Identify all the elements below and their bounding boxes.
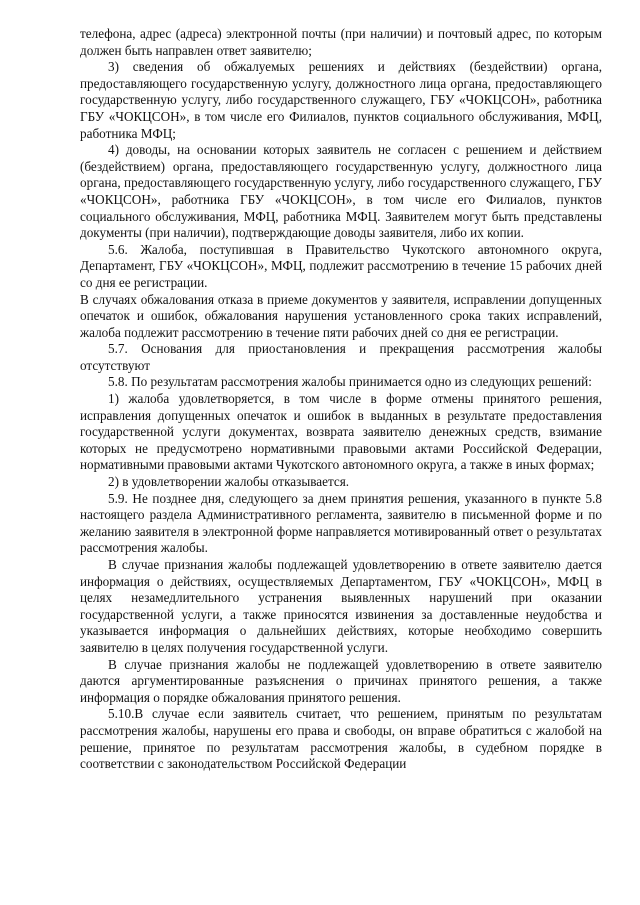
document-body [80,26,602,773]
paragraph-5-7-no-suspension: 5.7. Основания для приостановления и прекращения рассмотрения жалобы отсутствуют [80,341,602,373]
paragraph-refusal-review-period: В случаях обжалования отказа в приеме документов у заявителя, исправлении допущенных опечаток и ошибок, обжалования нарушения установленного срока таких исправлений, жалоба подлежит рассмотрению в течение пяти рабочих дней со дня ее регистрации. [80,291,602,340]
paragraph-decision-1-satisfied: 1) жалоба удовлетворяется, в том числе в форме отмены принятого решения, исправления допущенных опечаток и ошибок в выданных в результате предоставления государственной услуги документах, возврата заявителю денежных средств, взимание которых не предусмотрено нормативными правовыми актами Российской Федерации, нормативными правовыми актами Чукотского автономного округа, а также в иных формах; [80,391,602,473]
paragraph-5-9-response: 5.9. Не позднее дня, следующего за днем принятия решения, указанного в пункте 5.8 настоящего раздела Административного регламента, заявителю в письменной форме и по желанию заявителя в электронной форме направляется мотивированный ответ о результатах рассмотрения жалобы. [80,490,602,556]
paragraph-satisfied-response-info: В случае признания жалобы подлежащей удовлетворению в ответе заявителю дается информация о действиях, осуществляемых Департаментом, ГБУ «ЧОКЦСОН», МФЦ в целях незамедлительного устранения выявленных нарушений при оказании государственной услуги, а также приносятся извинения за доставленные неудобства и указывается информация о дальнейших действиях, которые необходимо совершить заявителю в целях получения государственной услуги. [80,557,602,655]
paragraph-5-8-decisions: 5.8. По результатам рассмотрения жалобы принимается одно из следующих решений: [108,374,592,390]
paragraph-decision-2-refused: 2) в удовлетворении жалобы отказывается. [108,474,350,490]
paragraph-5-10-court-appeal: 5.10.В случае если заявитель считает, что решением, принятым по результатам рассмотрения жалобы, нарушены его права и свободы, он вправе обратиться с жалобой на решение, принятое по результатам рассмотрения жалобы, в судебном порядке в соответствии с законодательством Российской Федерации [80,706,602,772]
paragraph-item-3-appealed-decisions: 3) сведения об обжалуемых решениях и действиях (бездействии) органа, предоставляющего государственную услугу, должностного лица органа, предоставляющего государственную услугу, либо государственного служащего, ГБУ «ЧОКЦСОН», работника ГБУ «ЧОКЦСОН», в том числе его Филиалов, пунктов социального обслуживания, МФЦ, работника МФЦ; [80,59,602,141]
paragraph-item-4-arguments: 4) доводы, на основании которых заявитель не согласен с решением и действием (бездействием) органа, предоставляющего государственную услугу, должностного лица органа, предоставляющего государственную услугу, либо государственного служащего, ГБУ «ЧОКЦСОН», работника ГБУ «ЧОКЦСОН», в том числе его Филиалов, пунктов социального обслуживания, МФЦ, работника МФЦ. Заявителем могут быть представлены документы (при наличии), подтверждающие доводы заявителя, либо их копии. [80,142,602,241]
paragraph-refused-response-info: В случае признания жалобы не подлежащей удовлетворению в ответе заявителю даются аргументированные разъяснения о причинах принятого решения, а также информация о порядке обжалования принятого решения. [80,656,602,705]
paragraph-5-6-review-period: 5.6. Жалоба, поступившая в Правительство Чукотского автономного округа, Департамент, ГБУ «ЧОКЦСОН», МФЦ, подлежит рассмотрению в течение 15 рабочих дней со дня ее регистрации. [80,241,602,290]
paragraph-contact-continuation: телефона, адрес (адреса) электронной почты (при наличии) и почтовый адрес, по которым должен быть направлен ответ заявителю; [80,26,602,58]
